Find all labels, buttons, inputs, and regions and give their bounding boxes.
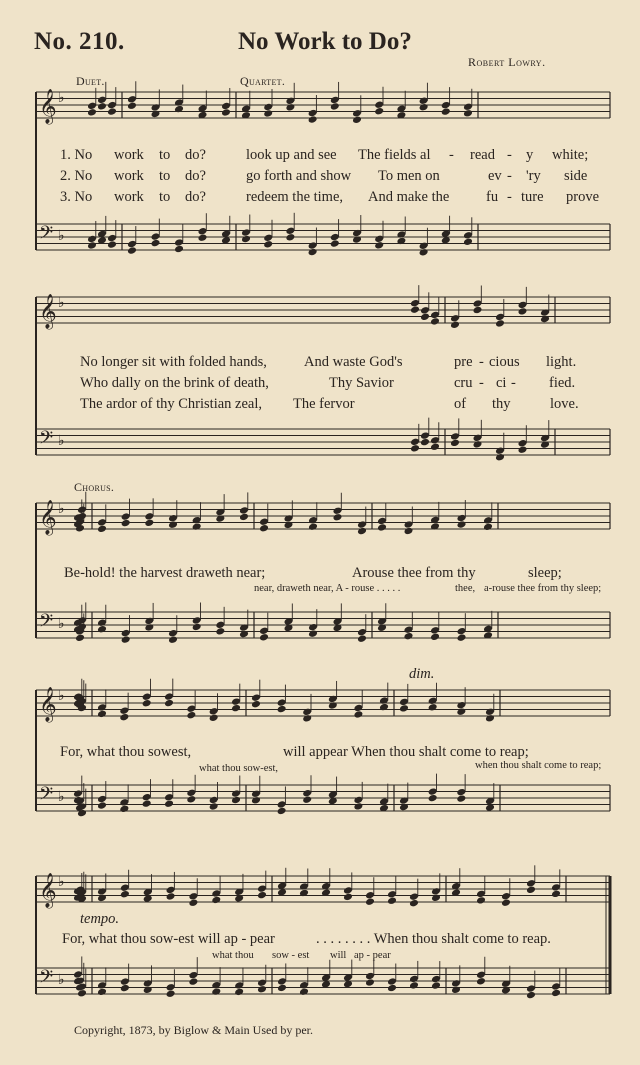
- note-head: [231, 704, 241, 713]
- note-head: [387, 984, 397, 993]
- note-head: [409, 899, 419, 908]
- duet-label: Duet.: [76, 74, 105, 88]
- note-head: [127, 102, 137, 111]
- note-head: [239, 513, 249, 522]
- note-head: [396, 237, 406, 246]
- treble-clef-icon: 𝄞: [39, 873, 57, 908]
- note-head: [456, 707, 466, 716]
- note-head: [463, 238, 473, 247]
- lyric-syllable: 3. No: [60, 189, 93, 205]
- note-head: [379, 703, 389, 712]
- bass-lyric: sow - est: [272, 950, 310, 961]
- treble-clef-icon: 𝄞: [39, 687, 57, 722]
- lyric-syllable: -: [479, 354, 484, 370]
- note-head: [107, 107, 117, 116]
- note-head: [476, 977, 486, 986]
- lyric-syllable: -: [449, 147, 454, 163]
- note-head: [285, 233, 295, 242]
- lyric-syllable: 2. No: [60, 168, 93, 184]
- hymn-number: No. 210.: [34, 28, 125, 55]
- note-head: [431, 894, 441, 903]
- bass-clef-icon: 𝄢: [39, 967, 54, 992]
- note-head: [343, 893, 353, 902]
- lyric-syllable: side: [564, 168, 588, 184]
- lyric-syllable: And waste God's: [304, 354, 403, 370]
- note-head: [518, 445, 528, 454]
- note-head: [144, 519, 154, 528]
- note-head: [410, 444, 420, 453]
- note-head: [495, 319, 505, 328]
- note-head: [221, 108, 231, 117]
- note-head: [142, 699, 152, 708]
- note-head: [357, 527, 367, 536]
- lyric-syllable: work: [114, 147, 144, 163]
- note-head: [174, 105, 184, 114]
- note-head: [430, 443, 440, 452]
- lyric-syllable: redeem the time,: [246, 189, 344, 205]
- lyric-syllable: 1. No: [60, 147, 93, 163]
- note-head: [241, 235, 251, 244]
- quartet-label: Quartet.: [240, 74, 286, 88]
- note-head: [107, 240, 117, 249]
- note-head: [211, 896, 221, 905]
- note-head: [285, 103, 295, 112]
- lyric-syllable: prove: [566, 189, 600, 205]
- lyric-syllable: light.: [546, 354, 577, 370]
- note-head: [164, 799, 174, 808]
- lyric-syllable: -: [507, 189, 512, 205]
- note-head: [308, 629, 318, 638]
- note-head: [420, 438, 430, 447]
- bass-clef-icon: 𝄢: [39, 611, 54, 636]
- note-head: [457, 633, 467, 642]
- note-head: [526, 886, 536, 895]
- note-head: [143, 986, 153, 995]
- lyric-syllable: do?: [185, 189, 206, 205]
- lyric-syllable: of: [454, 396, 467, 412]
- note-head: [263, 240, 273, 249]
- note-head: [456, 794, 466, 803]
- note-head: [97, 894, 107, 903]
- composer-credit: Robert Lowry.: [468, 55, 546, 69]
- lyric-syllable: And make the: [368, 189, 450, 205]
- note-head: [353, 802, 363, 811]
- note-head: [257, 891, 267, 900]
- note-head: [365, 897, 375, 906]
- note-head: [234, 988, 244, 997]
- note-head: [87, 241, 97, 250]
- lyric-syllable: The fields al: [358, 147, 431, 163]
- note-head: [174, 245, 184, 254]
- note-head: [463, 109, 473, 118]
- flat-icon: ♭: [58, 433, 65, 449]
- note-head: [257, 985, 267, 994]
- note-head: [551, 890, 561, 899]
- note-head: [168, 520, 178, 529]
- bass-lyric: a-rouse thee from thy sleep;: [484, 583, 602, 594]
- note-head: [430, 633, 440, 642]
- lyric-syllable: to: [159, 189, 171, 205]
- treble-clef-icon: 𝄞: [39, 89, 57, 124]
- note-head: [526, 991, 536, 1000]
- note-head: [192, 522, 202, 531]
- note-head: [151, 239, 161, 248]
- note-head: [97, 625, 107, 634]
- chorus-lyric: Be-hold! the harvest draweth near;: [64, 565, 266, 581]
- note-head: [430, 317, 440, 326]
- lyric-syllable: do?: [185, 147, 206, 163]
- lyric-syllable: thy: [492, 396, 511, 412]
- lyric-syllable: ture: [521, 189, 544, 205]
- note-head: [151, 110, 161, 119]
- note-head: [451, 986, 461, 995]
- lyric-syllable: to: [159, 168, 171, 184]
- note-head: [419, 103, 429, 112]
- lyric-syllable: love.: [550, 396, 579, 412]
- note-head: [457, 520, 467, 529]
- note-head: [431, 981, 441, 990]
- note-head: [352, 235, 362, 244]
- note-head: [501, 898, 511, 907]
- note-head: [121, 635, 131, 644]
- bass-lyric: near, draweth near, A - rouse . . . . .: [254, 583, 401, 594]
- lyric-syllable: cious: [489, 354, 520, 370]
- note-head: [483, 523, 493, 532]
- lyric-syllable: y: [526, 147, 534, 163]
- note-head: [259, 633, 269, 642]
- note-head: [186, 711, 196, 720]
- note-head: [251, 700, 261, 709]
- bass-clef-icon: 𝄢: [39, 784, 54, 809]
- note-head: [166, 989, 176, 998]
- flat-icon: ♭: [58, 972, 65, 988]
- note-head: [409, 981, 419, 990]
- bass-lyric: ap - pear: [354, 950, 391, 961]
- note-head: [263, 109, 273, 118]
- lyric-syllable: -: [511, 375, 516, 391]
- note-head: [277, 807, 287, 816]
- lyric-syllable: The ardor of thy Christian zeal,: [80, 396, 262, 412]
- note-head: [215, 627, 225, 636]
- note-head: [277, 705, 287, 714]
- note-head: [387, 897, 397, 906]
- note-head: [495, 453, 505, 462]
- lyric-syllable: -: [507, 147, 512, 163]
- note-head: [330, 102, 340, 111]
- note-head: [330, 239, 340, 248]
- lyric-syllable: 'ry: [526, 168, 541, 184]
- lyric-syllable: fied.: [549, 375, 576, 391]
- chorus-lyric: . . . . . . . . When thou shalt come to reap.: [316, 931, 551, 947]
- note-head: [441, 107, 451, 116]
- copyright-notice: Copyright, 1873, by Biglow & Main Used by per.: [74, 1023, 313, 1037]
- flat-icon: ♭: [58, 90, 65, 106]
- note-head: [119, 805, 129, 814]
- lyric-syllable: The fervor: [293, 396, 355, 412]
- note-head: [119, 713, 129, 722]
- lyric-syllable: look up and see: [246, 147, 337, 163]
- bass-lyric: thee,: [455, 583, 476, 594]
- note-head: [188, 898, 198, 907]
- bass-lyric: will: [330, 950, 347, 961]
- note-head: [473, 440, 483, 449]
- lyric-syllable: ev: [488, 168, 502, 184]
- note-head: [198, 233, 208, 242]
- chorus-label: Chorus.: [74, 480, 115, 494]
- note-head: [209, 802, 219, 811]
- note-head: [308, 115, 318, 124]
- lyric-syllable: -: [507, 168, 512, 184]
- flat-icon: ♭: [58, 501, 65, 517]
- note-head: [377, 523, 387, 532]
- chorus-lyric: Arouse thee from thy: [352, 565, 476, 581]
- note-head: [164, 699, 174, 708]
- note-head: [399, 704, 409, 713]
- flat-icon: ♭: [58, 295, 65, 311]
- note-head: [308, 522, 318, 531]
- lyric-syllable: go forth and show: [246, 168, 352, 184]
- lyric-syllable: work: [114, 168, 144, 184]
- flat-icon: ♭: [58, 228, 65, 244]
- note-head: [357, 634, 367, 643]
- bass-lyric: what thou sow-est,: [199, 763, 279, 774]
- note-head: [428, 794, 438, 803]
- note-head: [299, 889, 309, 898]
- flat-icon: ♭: [58, 616, 65, 632]
- note-head: [120, 984, 130, 993]
- lyric-syllable: to: [159, 147, 171, 163]
- lyric-syllable: cru: [454, 375, 473, 391]
- treble-clef-icon: 𝄞: [39, 500, 57, 535]
- note-head: [473, 306, 483, 315]
- flat-icon: ♭: [58, 688, 65, 704]
- chorus-lyric: will appear When thou shalt come to reap;: [283, 744, 529, 760]
- note-head: [166, 892, 176, 901]
- note-head: [420, 313, 430, 322]
- note-head: [97, 801, 107, 810]
- lyric-syllable: Thy Savior: [329, 375, 394, 391]
- note-head: [353, 710, 363, 719]
- flat-icon: ♭: [58, 789, 65, 805]
- note-head: [352, 116, 362, 125]
- note-head: [142, 799, 152, 808]
- lyric-syllable: work: [114, 189, 144, 205]
- note-head: [428, 703, 438, 712]
- note-head: [97, 525, 107, 534]
- lyric-syllable: pre: [454, 354, 473, 370]
- lyric-syllable: white;: [552, 147, 589, 163]
- note-head: [127, 246, 137, 255]
- note-head: [333, 513, 343, 522]
- lyric-syllable: -: [479, 375, 484, 391]
- note-head: [485, 714, 495, 723]
- note-head: [328, 701, 338, 710]
- note-head: [374, 107, 384, 116]
- treble-clef-icon: 𝄞: [39, 294, 57, 329]
- lyric-syllable: ci: [496, 375, 507, 391]
- note-head: [299, 987, 309, 996]
- note-head: [188, 977, 198, 986]
- hymn-title: No Work to Do?: [238, 28, 412, 55]
- note-head: [277, 984, 287, 993]
- note-head: [450, 321, 460, 330]
- lyric-syllable: Who dally on the brink of death,: [80, 375, 269, 391]
- note-head: [308, 248, 318, 257]
- note-head: [120, 890, 130, 899]
- note-head: [209, 714, 219, 723]
- lyric-syllable: To men on: [378, 168, 440, 184]
- note-head: [365, 978, 375, 987]
- note-head: [476, 896, 486, 905]
- note-head: [231, 796, 241, 805]
- note-head: [211, 987, 221, 996]
- note-head: [75, 634, 85, 643]
- note-head: [284, 521, 294, 530]
- lyric-syllable: fu: [486, 189, 499, 205]
- note-head: [450, 439, 460, 448]
- chorus-lyric: sleep;: [528, 565, 562, 581]
- lyric-syllable: read: [470, 147, 495, 163]
- tempo-marking: tempo.: [80, 911, 120, 927]
- lyric-syllable: No longer sit with folded hands,: [80, 354, 267, 370]
- note-head: [97, 710, 107, 719]
- note-head: [404, 527, 414, 536]
- note-head: [518, 307, 528, 316]
- note-head: [87, 108, 97, 117]
- note-head: [302, 795, 312, 804]
- note-head: [144, 623, 154, 632]
- note-head: [97, 988, 107, 997]
- note-head: [410, 305, 420, 314]
- bass-lyric: what thou: [212, 950, 254, 961]
- note-head: [192, 623, 202, 632]
- chorus-lyric: For, what thou sow-est will ap - pear: [62, 931, 275, 947]
- bass-lyric: when thou shalt come to reap;: [475, 760, 602, 771]
- note-head: [374, 241, 384, 250]
- note-head: [168, 635, 178, 644]
- bass-clef-icon: 𝄢: [39, 428, 54, 453]
- flat-icon: ♭: [58, 874, 65, 890]
- note-head: [121, 519, 131, 528]
- note-head: [97, 102, 107, 111]
- lyric-syllable: do?: [185, 168, 206, 184]
- note-head: [419, 248, 429, 257]
- note-head: [302, 714, 312, 723]
- note-head: [551, 989, 561, 998]
- note-head: [251, 796, 261, 805]
- note-head: [404, 632, 414, 641]
- chorus-lyric: For, what thou sowest,: [60, 744, 192, 760]
- bass-clef-icon: 𝄢: [39, 223, 54, 248]
- dim-marking: dim.: [409, 666, 435, 682]
- note-head: [259, 524, 269, 533]
- note-head: [186, 795, 196, 804]
